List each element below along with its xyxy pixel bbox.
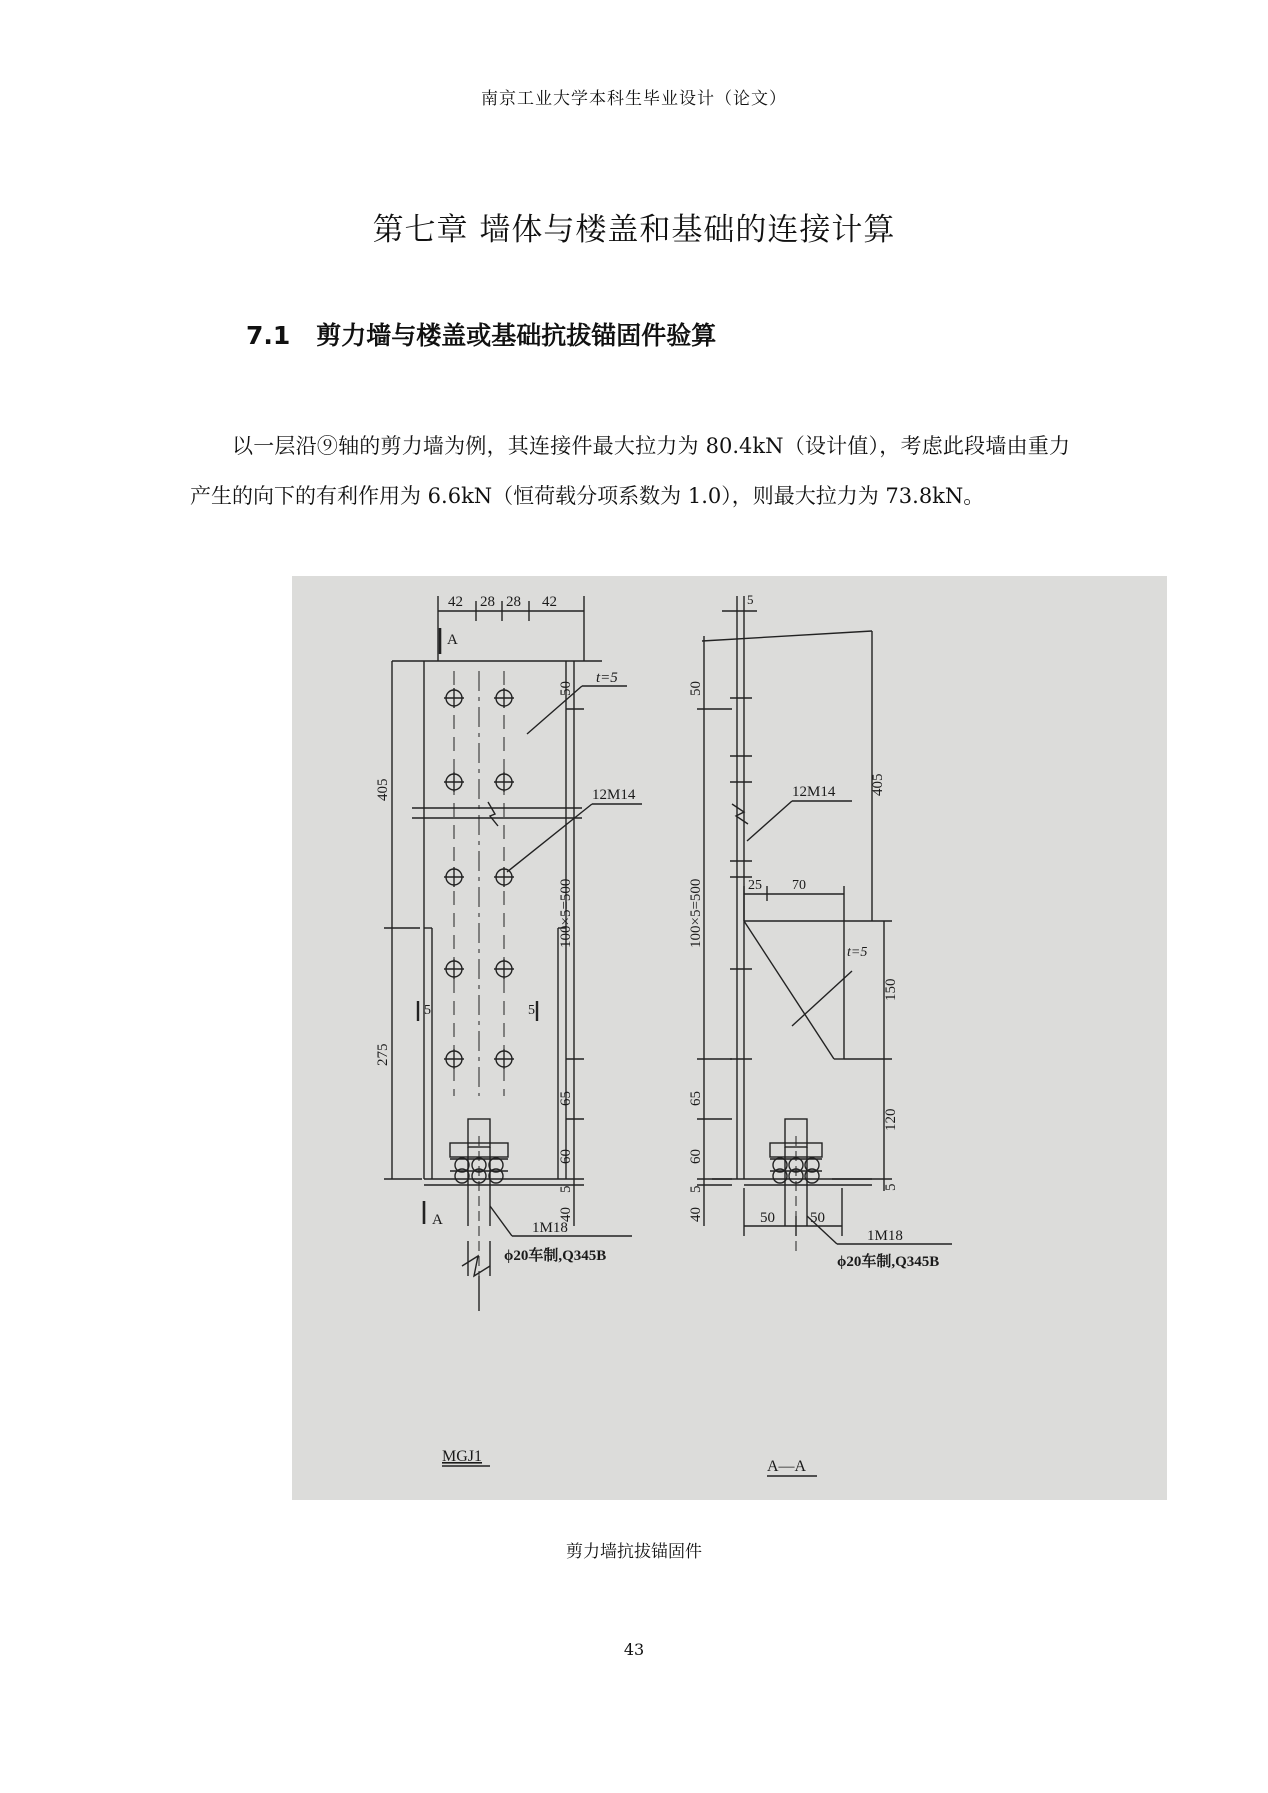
weld-right: 5 [528,1003,535,1018]
dim-rleft-500: 100×5=500 [688,878,704,948]
dim-rleft-5: 5 [688,1185,704,1193]
section-mark-top: A [447,632,458,648]
bolts-label-right: 12M14 [792,784,836,800]
rod-spec-left: ϕ20车制,Q345B [504,1248,607,1264]
running-header: 南京工业大学本科生毕业设计（论文） [481,89,787,109]
dim-bottom-50a: 50 [760,1210,775,1226]
dim-rleft-40: 40 [688,1207,704,1222]
chapter-title: 第七章 墙体与楼盖和基础的连接计算 [372,212,896,248]
thickness-label-left: t=5 [596,670,618,686]
dim-rleft-65: 65 [688,1091,704,1106]
anchor-drawing [292,576,1167,1500]
view-name-right: A—A [767,1458,807,1475]
weld-left: 5 [424,1003,431,1018]
thickness-label-right: t=5 [847,945,868,960]
dim-rright-5: 5 [883,1183,899,1191]
figure-caption: 剪力墙抗拔锚固件 [566,1542,702,1562]
dim-rleft-60: 60 [688,1149,704,1164]
anchor-drawing-figure [292,576,1167,1500]
dim-right-50: 50 [558,681,574,696]
dim-left-275: 275 [375,1043,391,1066]
dim-right-60: 60 [558,1149,574,1164]
dim-stiffener-25: 25 [748,878,762,893]
dim-rright-150: 150 [883,978,899,1001]
section-title: 剪力墙与楼盖或基础抗拔锚固件验算 [316,321,717,350]
dim-top-5: 5 [747,592,754,607]
section-mark-bottom: A [432,1212,443,1228]
dim-left-405: 405 [375,778,391,801]
dim-right-65: 65 [558,1091,574,1106]
left-view [375,594,642,1466]
right-view [688,592,952,1476]
dim-rright-405: 405 [870,773,886,796]
dim-top-3: 28 [506,594,521,610]
view-name-left: MGJ1 [442,1448,483,1465]
rod-label-left: 1M18 [532,1220,568,1236]
dim-stiffener-70: 70 [792,878,806,893]
nut-stack-right [770,1143,822,1183]
nut-stack-left [450,1143,508,1183]
dim-rright-120: 120 [883,1108,899,1131]
dim-top-2: 28 [480,594,495,610]
dim-bottom-50b: 50 [810,1210,825,1226]
page-number: 43 [623,1640,645,1659]
dim-rleft-50: 50 [688,681,704,696]
dim-top-1: 42 [448,594,463,610]
bolts-label-left: 12M14 [592,787,636,803]
dim-top-4: 42 [542,594,557,610]
section-heading [246,316,716,352]
dim-right-500: 100×5=500 [558,878,574,948]
dim-right-5: 5 [558,1185,574,1193]
rod-spec-right: ϕ20车制,Q345B [837,1254,940,1270]
section-number: 7.1 [246,321,291,350]
body-paragraph: 以一层沿⑨轴的剪力墙为例，其连接件最大拉力为 80.4kN（设计值），考虑此段墙由重力产生的向下的有利作用为 6.6kN（恒荷载分项系数为 1.0），则最大拉力为 73.8kN。 [190,434,1070,508]
rod-label-right: 1M18 [867,1228,903,1244]
dim-right-40: 40 [558,1207,574,1222]
